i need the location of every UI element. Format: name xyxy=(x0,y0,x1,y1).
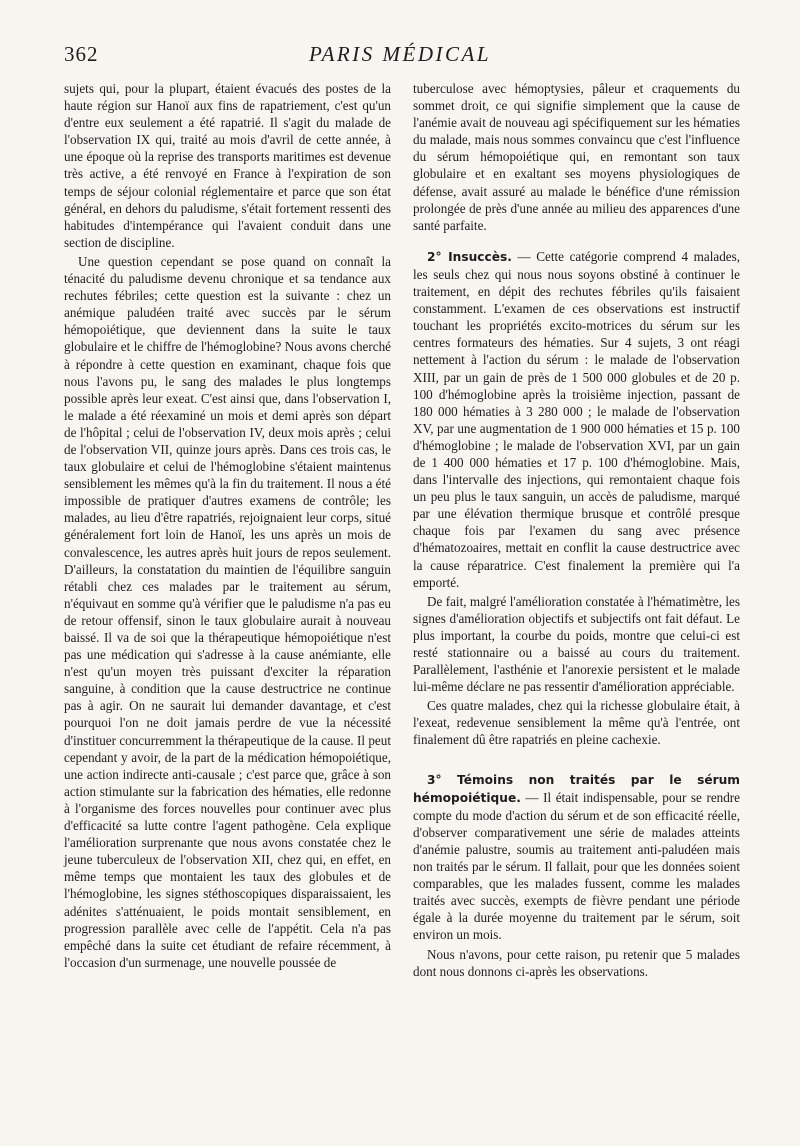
page-number: 362 xyxy=(64,42,99,66)
paragraph: tuberculose avec hémoptysies, pâleur et craquements du sommet droit, ce qui signifie simplement que la cause de l'anémie avait de nouveau agi spécifiquement sur les hématies du malade, mais nous sommes convaincu que c'est l'influence du sérum hémopoiétique qui, en remontant son taux globulaire et en exaltant ses moyens physiologiques de défense, avait assuré au malade le bénéfice d'une rémission prolongée de près d'une année au milieu des apparences d'une santé parfaite. xyxy=(413,81,740,233)
paragraph: Nous n'avons, pour cette raison, pu retenir que 5 malades dont nous donnons ci-après les observations. xyxy=(413,946,740,979)
right-column xyxy=(413,80,740,980)
journal-title: PARIS MÉDICAL xyxy=(308,42,491,66)
section-insucces xyxy=(413,248,740,591)
section-temoins xyxy=(413,771,740,944)
paragraph: sujets qui, pour la plupart, étaient évacués des postes de la haute région sur Hanoï aux fins de rapatriement, c'est qu'un d'entre eux seulement a été rapatrié. Il s'agit du malade de l'observation IX qui, traité au mois d'avril de cette année, à une époque où la reprise des transports maritimes est devenue très active, a été renvoyé en France à l'expiration de son temps de séjour colonial réglementaire et parce que son état général, en dehors du paludisme, s'était fortement ressenti des habitudes d'intempérance qui l'avaient conduit dans une section de discipline. xyxy=(64,81,391,250)
paragraph: Une question cependant se pose quand on connaît la ténacité du paludisme devenu chronique et sa tendance aux rechutes fébriles; cette question est la suivante : chez un anémique paludéen traité avec succès par le sérum hémopoiétique, que deviennent dans la suite le taux globulaire et le chiffre de l'hémoglobine? Nous avons cherché à répondre à cette question en examinant, chaque fois que nous l'avons pu, le sang des malades le plus longtemps possible après leur exeat. C'est ainsi que, dans l'observation I, le malade a été réexaminé un mois et demi après son départ de l'hôpital ; celui de l'observation IV, deux mois après ; celui de l'observation VII, quinze jours après. Dans ces trois cas, le taux globulaire et celui de l'hémoglobine s'étaient maintenus sensiblement les mêmes qu'à la fin du traitement. Il nous a été impossible de pratiquer d'autres examens de contrôle; les malades, au lieu d'être rapatriés, rejoignaient leur corps, situé généralement fort loin de Hanoï, les uns après un mois de convalescence, les autres après huit jours de repos seulement. D'ailleurs, la constatation du maintien de l'équilibre sanguin rétabli chez ces malades par le traitement au sérum, n'équivaut en somme qu'à vérifier que le paludisme n'a pas eu de retour offensif, sinon le taux globulaire aurait à nouveau baissé. Il va de soi que la thérapeutique hémopoiétique n'est pas une médication qui s'adresse à la cause anémiante, elle n'est qu'un moyen très puissant d'exciter la réparation sanguine, à condition que la cause destructrice ne continue pas à agir. On ne saurait lui demander davantage, et c'est pourquoi l'on ne doit jamais perdre de vue la nécessité d'instituer concurremment la thérapeutique de la cause. Il peut cependant y avoir, de la part de la médication hémopoiétique, une action indirecte anti-causale ; c'est parce que, grâce à son action stimulante sur la fabrication des hématies, elle redonne à l'organisme des forces nouvelles pour continuer avec plus d'efficacité sa lutte contre l'agent pathogène. Cela explique l'amélioration surprenante que nous avons constatée chez le jeune tuberculeux de l'observation XII, chez qui, en effet, en même temps que montaient les taux des globules et de l'hémoglobine, les signes stéthoscopiques disparaissaient, les adénites s'atténuaient, le poids montait sensiblement, en progression parallèle avec celle de l'appétit. Cela n'a pas empêché dans la suite cet étudiant de refaire récemment, à l'occasion d'un surmenage, une nouvelle poussée de xyxy=(64,253,391,970)
section-heading: 2° Insuccès. xyxy=(427,249,512,264)
paragraph: De fait, malgré l'amélioration constatée à l'hématimètre, les signes d'amélioration objectifs et subjectifs ont fait défaut. Le plus important, la courbe du poids, montre que celui-ci est resté stationnaire ou a baissé au cours du traitement. Parallèlement, l'asthénie et l'anorexie persistent et le malade lui-même déclare ne pas ressentir d'amélioration appréciable. xyxy=(413,593,740,695)
paragraph: Ces quatre malades, chez qui la richesse globulaire était, à l'exeat, redevenue sensiblement la même qu'à l'entrée, ont finalement dû être rapatriés en pleine cachexie. xyxy=(413,698,740,748)
section-heading: 3° Témoins non traités par le sérum hémopoiétique. xyxy=(413,772,740,805)
section-body: — Cette catégorie comprend 4 malades, les seuls chez qui nous nous soyons obstiné à continuer le traitement, en dépit des rechutes fébriles qu'ils faisaient constamment. L'examen de ces observations est instructif touchant les propriétés excito-motrices du sérum sur les centres formateurs des hématies. Sur 4 sujets, 3 ont réagi nettement à l'action du sérum : le malade de l'observation XIII, par un gain de près de 1 500 000 globules et de 20 p. 100 d'hémoglobine après la troisième injection, passant de 180 000 hématies à 3 280 000 ; le malade de l'observation XV, par une augmentation de 1 900 000 hématies et 15 p. 100 d'hémoglobine ; le malade de l'observation XVI, par un gain de 1 400 000 hématies et 17 p. 100 d'hémoglobine. Mais, dans l'intervalle des injections, qui remontaient chaque fois un peu plus le taux sanguin, un accès de paludisme, marqué par une élévation thermique brusque et contrôlé presque chaque fois par l'examen du sang avec présence d'hématozoaires, mettait en conflit la cause destructrice avec la cause réparatrice. C'est finalement la première qui l'a emporté. xyxy=(413,248,741,590)
left-column xyxy=(64,80,391,971)
section-body: — Il était indispensable, pour se rendre compte du mode d'action du sérum et de son efficacité réelle, d'observer comparativement une série de malades atteints d'anémie palustre, soumis au traitement anti-paludéen mais non traités par le sérum. Il fallait, pour que les données soient comparables, que les malades fussent, comme les malades traités avec succès, exempts de fièvre pendant une période égale à la durée moyenne du traitement par le sérum, soit environ un mois. xyxy=(413,789,740,943)
